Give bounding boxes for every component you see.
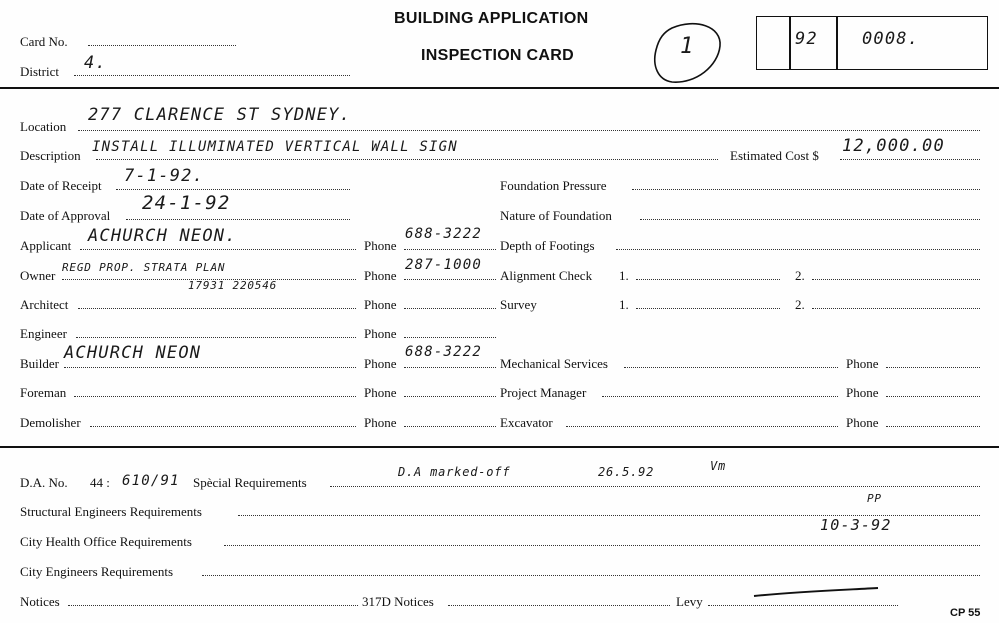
form-code: CP 55 bbox=[950, 607, 981, 619]
health-requirements-field[interactable] bbox=[224, 545, 980, 546]
location-field[interactable] bbox=[78, 130, 980, 131]
builder-field[interactable] bbox=[64, 367, 356, 368]
structural-date: 10-3-92 bbox=[820, 516, 892, 534]
survey-num2: 2. bbox=[795, 297, 805, 312]
lower-section-divider bbox=[0, 446, 999, 448]
notices-317d-label: 317D Notices bbox=[362, 594, 434, 609]
engineer-phone-field[interactable] bbox=[404, 337, 496, 338]
applicant-field[interactable] bbox=[80, 249, 356, 250]
location-value: 277 CLARENCE ST SYDNEY. bbox=[88, 105, 352, 125]
special-date: 26.5.92 bbox=[598, 465, 655, 479]
mechanical-services-field[interactable] bbox=[624, 367, 838, 368]
excavator-phone-label: Phone bbox=[846, 415, 879, 430]
engineer-phone-label: Phone bbox=[364, 326, 397, 341]
levy-field[interactable] bbox=[708, 605, 898, 606]
estimated-cost-label: Estimated Cost $ bbox=[730, 148, 819, 163]
circled-number: 1 bbox=[680, 34, 695, 59]
alignment-check-field-1[interactable] bbox=[636, 279, 780, 280]
date-of-approval-value: 24-1-92 bbox=[142, 192, 231, 214]
mechanical-services-label: Mechanical Services bbox=[500, 356, 608, 371]
special-requirements-field[interactable] bbox=[330, 486, 980, 487]
applicant-label: Applicant bbox=[20, 238, 72, 253]
owner-value-line2: 17931 220546 bbox=[188, 279, 278, 292]
survey-num1: 1. bbox=[619, 297, 629, 312]
owner-phone-value: 287-1000 bbox=[405, 257, 483, 273]
excavator-label: Excavator bbox=[500, 415, 553, 430]
architect-phone-field[interactable] bbox=[404, 308, 496, 309]
builder-value: ACHURCH NEON bbox=[64, 343, 202, 363]
applicant-phone-label: Phone bbox=[364, 238, 397, 253]
location-label: Location bbox=[20, 119, 67, 134]
builder-label: Builder bbox=[20, 356, 59, 371]
engineer-field[interactable] bbox=[76, 337, 356, 338]
owner-phone-field[interactable] bbox=[404, 279, 496, 280]
structural-requirements-label: Structural Engineers Requirements bbox=[20, 504, 202, 519]
engineer-label: Engineer bbox=[20, 326, 67, 341]
foundation-pressure-field[interactable] bbox=[632, 189, 980, 190]
demolisher-phone-field[interactable] bbox=[404, 426, 496, 427]
district-value: 4. bbox=[84, 53, 107, 73]
da-prefix: 44 : bbox=[90, 475, 110, 490]
foreman-label: Foreman bbox=[20, 385, 67, 400]
alignment-check-num2: 2. bbox=[795, 268, 805, 283]
foreman-field[interactable] bbox=[74, 396, 356, 397]
box-prefix: 92 bbox=[795, 29, 818, 49]
header-divider bbox=[0, 87, 999, 89]
nature-of-foundation-field[interactable] bbox=[640, 219, 980, 220]
nature-of-foundation-label: Nature of Foundation bbox=[500, 208, 612, 223]
special-requirements-label: Spècial Requirements bbox=[193, 475, 307, 490]
applicant-phone-value: 688-3222 bbox=[405, 226, 483, 242]
description-field[interactable] bbox=[96, 159, 718, 160]
depth-of-footings-label: Depth of Footings bbox=[500, 238, 595, 253]
card-no-label: Card No. bbox=[20, 34, 68, 49]
builder-phone-field[interactable] bbox=[404, 367, 496, 368]
survey-label: Survey bbox=[500, 297, 537, 312]
special-initials: Vm bbox=[710, 459, 727, 473]
owner-phone-label: Phone bbox=[364, 268, 397, 283]
date-of-receipt-label: Date of Receipt bbox=[20, 178, 102, 193]
applicant-phone-field[interactable] bbox=[404, 249, 496, 250]
project-manager-field[interactable] bbox=[602, 396, 838, 397]
health-requirements-label: City Health Office Requirements bbox=[20, 534, 192, 549]
city-engineers-requirements-label: City Engineers Requirements bbox=[20, 564, 174, 579]
mechanical-services-phone-label: Phone bbox=[846, 356, 879, 371]
da-value: 610/91 bbox=[122, 473, 180, 489]
notices-317d-field[interactable] bbox=[448, 605, 670, 606]
project-manager-phone-label: Phone bbox=[846, 385, 879, 400]
builder-phone-label: Phone bbox=[364, 356, 397, 371]
owner-label: Owner bbox=[20, 268, 56, 283]
depth-of-footings-field[interactable] bbox=[616, 249, 980, 250]
architect-label: Architect bbox=[20, 297, 69, 312]
special-note: D.A marked-off bbox=[398, 465, 511, 479]
box-divider-2 bbox=[836, 16, 838, 70]
card-title-line1: BUILDING APPLICATION bbox=[394, 10, 589, 27]
levy-label: Levy bbox=[676, 594, 703, 609]
foreman-phone-field[interactable] bbox=[404, 396, 496, 397]
architect-phone-label: Phone bbox=[364, 297, 397, 312]
notices-field[interactable] bbox=[68, 605, 358, 606]
demolisher-field[interactable] bbox=[90, 426, 356, 427]
description-value: INSTALL ILLUMINATED VERTICAL WALL SIGN bbox=[92, 139, 458, 155]
date-of-approval-field[interactable] bbox=[126, 219, 350, 220]
card-title-line2: INSPECTION CARD bbox=[421, 47, 574, 64]
survey-field-2[interactable] bbox=[812, 308, 980, 309]
alignment-check-field-2[interactable] bbox=[812, 279, 980, 280]
estimated-cost-value: 12,000.00 bbox=[842, 136, 945, 156]
alignment-check-num1: 1. bbox=[619, 268, 629, 283]
applicant-value: ACHURCH NEON. bbox=[88, 226, 237, 246]
estimated-cost-field[interactable] bbox=[840, 159, 980, 160]
foundation-pressure-label: Foundation Pressure bbox=[500, 178, 607, 193]
excavator-phone-field[interactable] bbox=[886, 426, 980, 427]
description-label: Description bbox=[20, 148, 81, 163]
district-label: District bbox=[20, 64, 59, 79]
foreman-phone-label: Phone bbox=[364, 385, 397, 400]
card-no-field[interactable] bbox=[88, 45, 236, 46]
structural-note: PP bbox=[867, 492, 882, 505]
excavator-field[interactable] bbox=[566, 426, 838, 427]
survey-field-1[interactable] bbox=[636, 308, 780, 309]
notices-label: Notices bbox=[20, 594, 60, 609]
date-of-receipt-value: 7-1-92. bbox=[124, 166, 205, 186]
da-label: D.A. No. bbox=[20, 475, 68, 490]
city-engineers-requirements-field[interactable] bbox=[202, 575, 980, 576]
architect-field[interactable] bbox=[78, 308, 356, 309]
district-field[interactable] bbox=[74, 75, 350, 76]
demolisher-label: Demolisher bbox=[20, 415, 81, 430]
demolisher-phone-label: Phone bbox=[364, 415, 397, 430]
date-of-receipt-field[interactable] bbox=[116, 189, 350, 190]
date-of-approval-label: Date of Approval bbox=[20, 208, 111, 223]
owner-value: REGD PROP. STRATA PLAN bbox=[62, 261, 226, 274]
levy-pen-stroke bbox=[752, 586, 882, 602]
box-divider-1 bbox=[789, 16, 791, 70]
project-manager-label: Project Manager bbox=[500, 385, 587, 400]
project-manager-phone-field[interactable] bbox=[886, 396, 980, 397]
builder-phone-value: 688-3222 bbox=[405, 344, 483, 360]
mechanical-services-phone-field[interactable] bbox=[886, 367, 980, 368]
alignment-check-label: Alignment Check bbox=[500, 268, 593, 283]
box-number: 0008. bbox=[862, 29, 920, 49]
